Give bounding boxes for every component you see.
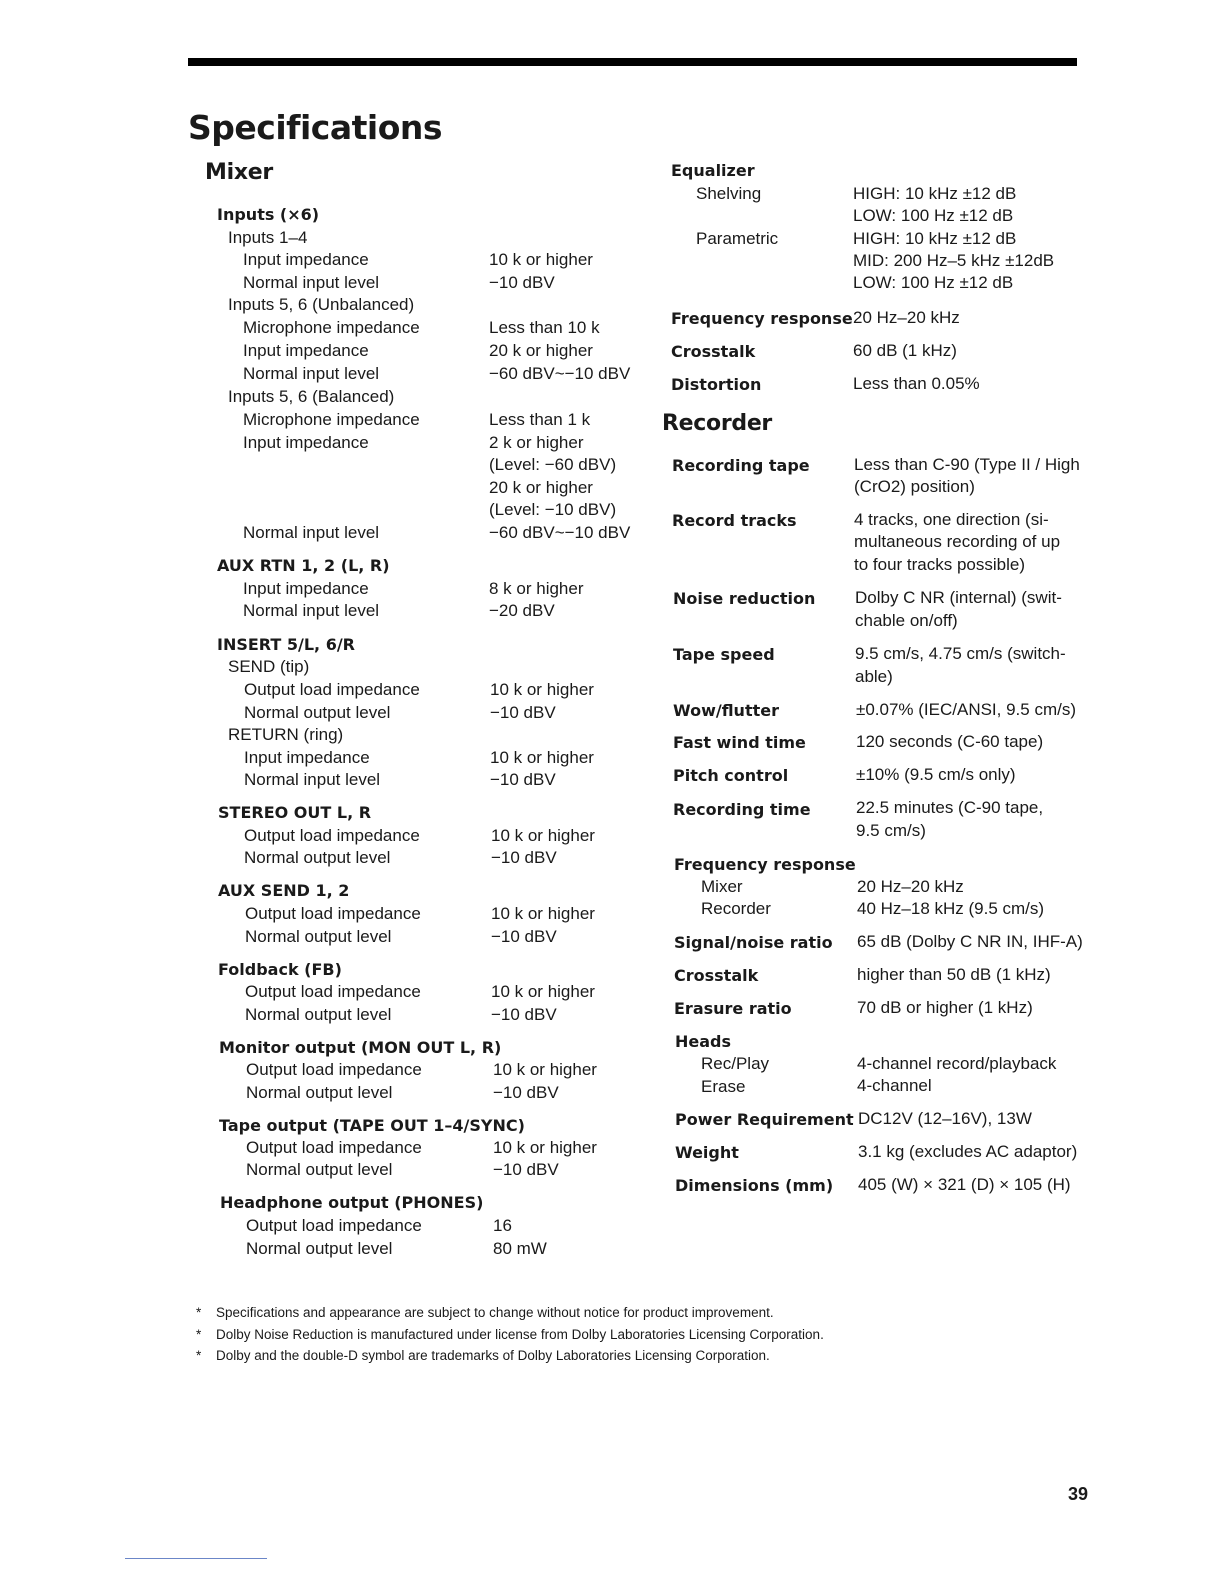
spec-value: −10 dBV	[493, 1160, 559, 1179]
spec-label: Input impedance	[243, 579, 369, 598]
equalizer-heading: Equalizer	[671, 161, 755, 180]
spec-label: Input impedance	[243, 250, 369, 269]
spec-value: −10 dBV	[493, 1083, 559, 1102]
spec-label: Recording tape	[672, 456, 810, 475]
top-rule	[188, 58, 1077, 66]
spec-value: 22.5 minutes (C-90 tape,	[856, 798, 1044, 817]
spec-value: LOW: 100 Hz ±12 dB	[853, 273, 1014, 292]
spec-label: Output load impedance	[246, 1138, 422, 1157]
spec-value: higher than 50 dB (1 kHz)	[857, 965, 1051, 984]
spec-label: Weight	[675, 1143, 739, 1162]
spec-label: Output load impedance	[246, 1060, 422, 1079]
monitor-heading: Monitor output (MON OUT L, R)	[219, 1038, 502, 1057]
spec-value: −10 dBV	[491, 1005, 557, 1024]
spec-label: Input impedance	[243, 341, 369, 360]
spec-value: LOW: 100 Hz ±12 dB	[853, 206, 1014, 225]
spec-value: able)	[855, 667, 893, 686]
spec-label: Normal input level	[243, 273, 380, 292]
spec-value: 4 tracks, one direction (si-	[854, 510, 1049, 529]
spec-value: −60 dBV~−10 dBV	[489, 364, 631, 383]
spec-value: Less than 0.05%	[853, 374, 980, 393]
spec-label: Pitch control	[673, 766, 789, 785]
spec-value: (CrO2) position)	[854, 477, 975, 496]
spec-value: HIGH: 10 kHz ±12 dB	[853, 229, 1017, 248]
spec-label: Output load impedance	[245, 904, 421, 923]
inputs-heading: Inputs (×6)	[217, 205, 320, 224]
footnote	[196, 1305, 774, 1320]
footnote-star: *	[196, 1327, 202, 1342]
spec-label: Output load impedance	[245, 982, 421, 1001]
spec-value: 20 k or higher	[489, 478, 593, 497]
spec-label: Recording time	[673, 800, 811, 819]
spec-value: DC12V (12–16V), 13W	[858, 1109, 1032, 1128]
spec-value: 9.5 cm/s, 4.75 cm/s (switch-	[855, 644, 1066, 663]
spec-label: Crosstalk	[674, 966, 759, 985]
spec-value: −10 dBV	[490, 770, 556, 789]
spec-label: Normal input level	[243, 523, 380, 542]
insert-send-label: SEND (tip)	[228, 657, 310, 676]
spec-label: Frequency response	[671, 309, 853, 328]
spec-value: to four tracks possible)	[854, 555, 1026, 574]
spec-label: Noise reduction	[673, 589, 816, 608]
footnote-star: *	[196, 1348, 202, 1363]
spec-label: Normal output level	[246, 1239, 393, 1258]
inputs-balanced-label: Inputs 5, 6 (Balanced)	[228, 387, 395, 406]
footnote-text: Dolby Noise Reduction is manufactured under license from Dolby Laboratories Licensing Corporation.	[216, 1327, 824, 1342]
spec-value: 60 dB (1 kHz)	[853, 341, 957, 360]
insert-return-label: RETURN (ring)	[228, 725, 344, 744]
footnote-text: Specifications and appearance are subject to change without notice for product improvement.	[216, 1305, 774, 1320]
spec-value: 8 k or higher	[489, 579, 584, 598]
spec-value: 10 k or higher	[491, 982, 595, 1001]
footnote	[196, 1348, 770, 1363]
spec-label: Tape speed	[673, 645, 775, 664]
spec-label: Signal/noise ratio	[674, 933, 833, 952]
spec-label: Input impedance	[243, 433, 369, 452]
insert-heading: INSERT 5/L, 6/R	[217, 635, 355, 654]
spec-value: 10 k or higher	[491, 904, 595, 923]
spec-value: −10 dBV	[491, 927, 557, 946]
spec-value: 10 k or higher	[490, 680, 594, 699]
tape-out-heading: Tape output (TAPE OUT 1–4/SYNC)	[219, 1116, 525, 1135]
spec-label: Fast wind time	[673, 733, 806, 752]
spec-label: Microphone impedance	[243, 318, 420, 337]
spec-value: 2 k or higher	[489, 433, 584, 452]
spec-value: 20 Hz–20 kHz	[857, 877, 964, 896]
spec-value: HIGH: 10 kHz ±12 dB	[853, 184, 1017, 203]
spec-value: 65 dB (Dolby C NR IN, IHF-A)	[857, 932, 1083, 951]
spec-label: Erasure ratio	[674, 999, 792, 1018]
spec-value: −10 dBV	[491, 848, 557, 867]
spec-value: −10 dBV	[489, 273, 555, 292]
spec-label: Rec/Play	[701, 1054, 770, 1073]
spec-value: 20 k or higher	[489, 341, 593, 360]
phones-heading: Headphone output (PHONES)	[220, 1193, 484, 1212]
spec-label: Power Requirement	[675, 1110, 854, 1129]
spec-value: 9.5 cm/s)	[856, 821, 926, 840]
spec-value: Less than C-90 (Type II / High	[854, 455, 1080, 474]
spec-label: Recorder	[701, 899, 771, 918]
spec-value: (Level: −60 dBV)	[489, 455, 617, 474]
spec-value: 120 seconds (C-60 tape)	[856, 732, 1044, 751]
spec-label: Input impedance	[244, 748, 370, 767]
spec-label: Crosstalk	[671, 342, 756, 361]
spec-value: 20 Hz–20 kHz	[853, 308, 960, 327]
spec-label: Normal input level	[244, 770, 381, 789]
spec-value: −20 dBV	[489, 601, 555, 620]
inputs-unbalanced-label: Inputs 5, 6 (Unbalanced)	[228, 295, 415, 314]
spec-value: Dolby C NR (internal) (swit-	[855, 588, 1062, 607]
spec-value: 10 k or higher	[493, 1060, 597, 1079]
heads-heading: Heads	[675, 1032, 732, 1051]
spec-value: multaneous recording of up	[854, 532, 1061, 551]
spec-value: 3.1 kg (excludes AC adaptor)	[858, 1142, 1078, 1161]
spec-label: Wow/flutter	[673, 701, 779, 720]
spec-value: −60 dBV~−10 dBV	[489, 523, 631, 542]
spec-label: Dimensions (mm)	[675, 1176, 834, 1195]
spec-label: Mixer	[701, 877, 743, 896]
spec-value: (Level: −10 dBV)	[489, 500, 617, 519]
spec-label: Normal input level	[243, 364, 380, 383]
spec-value: 70 dB or higher (1 kHz)	[857, 998, 1033, 1017]
spec-value: 40 Hz–18 kHz (9.5 cm/s)	[857, 899, 1045, 918]
spec-label: Normal output level	[245, 927, 392, 946]
spec-label: Normal output level	[244, 703, 391, 722]
spec-value: −10 dBV	[490, 703, 556, 722]
spec-value: Less than 1 k	[489, 410, 591, 429]
spec-value: Less than 10 k	[489, 318, 600, 337]
spec-label: Microphone impedance	[243, 410, 420, 429]
spec-value: ±10% (9.5 cm/s only)	[856, 765, 1016, 784]
spec-label: Normal input level	[243, 601, 380, 620]
spec-label: Output load impedance	[244, 826, 420, 845]
aux-send-heading: AUX SEND 1, 2	[218, 881, 350, 900]
spec-label: Output load impedance	[244, 680, 420, 699]
spec-value: ±0.07% (IEC/ANSI, 9.5 cm/s)	[856, 700, 1077, 719]
spec-value: MID: 200 Hz–5 kHz ±12dB	[853, 251, 1055, 270]
mixer-heading: Mixer	[205, 160, 273, 185]
spec-label: Parametric	[696, 229, 779, 248]
spec-value: chable on/off)	[855, 611, 958, 630]
spec-label: Normal output level	[244, 848, 391, 867]
spec-label: Distortion	[671, 375, 762, 394]
spec-value: 4-channel	[857, 1076, 932, 1095]
spec-label: Record tracks	[672, 511, 797, 530]
footnote-text: Dolby and the double-D symbol are trademarks of Dolby Laboratories Licensing Corporation.	[216, 1348, 770, 1363]
aux-rtn-heading: AUX RTN 1, 2 (L, R)	[217, 556, 390, 575]
spec-label: Shelving	[696, 184, 762, 203]
spec-value: 80 mW	[493, 1239, 547, 1258]
spec-value: 405 (W) × 321 (D) × 105 (H)	[858, 1175, 1071, 1194]
spec-value: 10 k or higher	[490, 748, 594, 767]
spec-label: Normal output level	[246, 1083, 393, 1102]
spec-value: 10 k or higher	[493, 1138, 597, 1157]
spec-label: Erase	[701, 1077, 746, 1096]
spec-value: 16	[493, 1216, 512, 1235]
bottom-rule	[125, 1558, 267, 1559]
spec-value: 10 k or higher	[489, 250, 593, 269]
recorder-heading: Recorder	[662, 411, 772, 436]
rec-freq-heading: Frequency response	[674, 855, 856, 874]
footnote	[196, 1327, 824, 1342]
spec-label: Output load impedance	[246, 1216, 422, 1235]
foldback-heading: Foldback (FB)	[218, 960, 342, 979]
footnote-star: *	[196, 1305, 202, 1320]
page-title: Specifications	[188, 108, 443, 147]
spec-value: 10 k or higher	[491, 826, 595, 845]
page-number: 39	[1068, 1484, 1089, 1504]
spec-label: Normal output level	[245, 1005, 392, 1024]
spec-label: Normal output level	[246, 1160, 393, 1179]
stereo-out-heading: STEREO OUT L, R	[218, 803, 372, 822]
inputs-1-4-label: Inputs 1–4	[228, 228, 308, 247]
spec-value: 4-channel record/playback	[857, 1054, 1057, 1073]
